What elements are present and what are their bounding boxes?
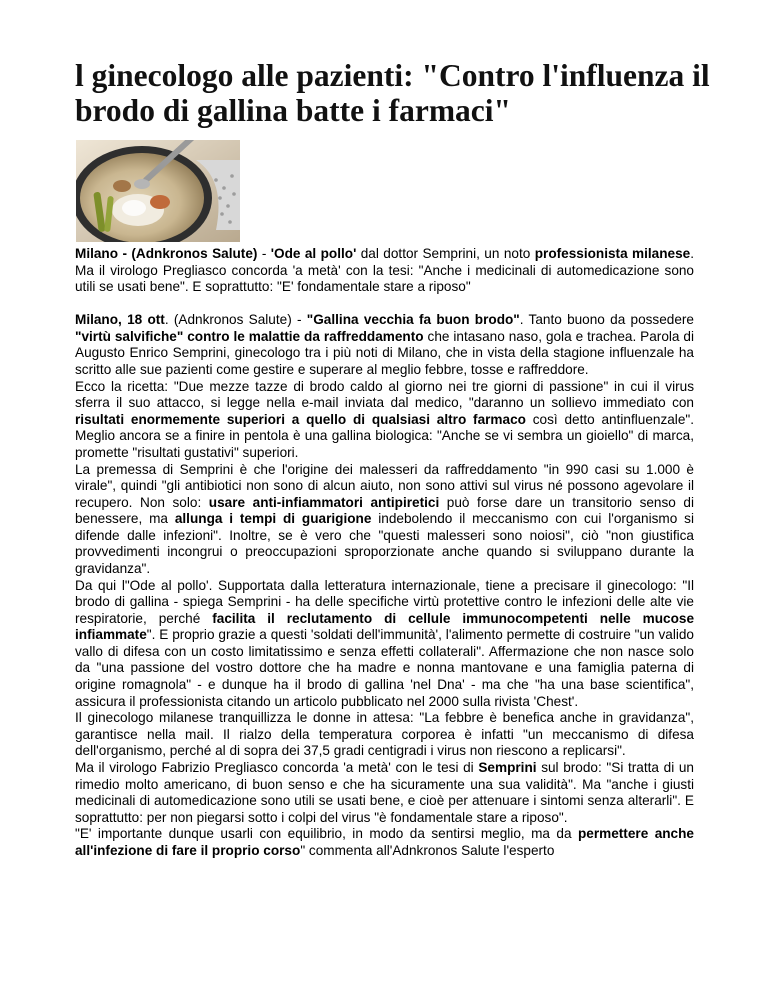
dateline: Milano - (Adnkronos Salute) [75, 246, 258, 261]
paragraph-7: "E' importante dunque usarli con equilibrio, in modo da sentirsi meglio, ma da permettere anche all'infezione di fare il proprio corso" commenta all'Adnkronos Salute l'esperto [75, 826, 694, 858]
paragraph-2: Ecco la ricetta: "Due mezze tazze di brodo caldo al giorno nei tre giorni di passione" in cui il virus sferra il suo attacco, si legge nella e-mail inviata dal medico, "daranno un sollievo immediato con risultati enormemente superiori a quello di qualsiasi altro farmaco così detto antinfluenzale". Meglio ancora se a finire in pentola è una gallina biologica: "Anche se vi sembra un gioiello" di marca, promette "risultati gustativi" superiori. [75, 378, 694, 460]
lead-paragraph: Milano - (Adnkronos Salute) - 'Ode al pollo' dal dottor Semprini, un noto professionista milanese. Ma il virologo Pregliasco concorda 'a metà' con la tesi: "Anche i medicinali di automedicazione sono utili se usati bene". E soprattutto: "E' fondamentale stare a riposo" [75, 246, 695, 295]
paragraph-1: Milano, 18 ott. (Adnkronos Salute) - "Gallina vecchia fa buon brodo". Tanto buono da possedere "virtù salvifiche" contro le malattie da raffreddamento che intasano naso, gola e trachea. Parola di Augusto Enrico Semprini, ginecologo tra i più noti di Milano, che in vista della stagione influenzale ha scritto alle sue pazienti come gestire e superare al meglio febbre, tosse e raffreddore. [75, 312, 694, 378]
paragraph-5: Il ginecologo milanese tranquillizza le donne in attesa: "La febbre è benefica anche in gravidanza", garantisce nella mail. Il rialzo della temperatura corporea è infatti "un meccanismo di difesa dell'organismo, perché al di sopra dei 37,5 gradi centigradi i virus non riescono a replicarsi". [75, 710, 694, 759]
article-title: l ginecologo alle pazienti: "Contro l'influenza il brodo di gallina batte i farmaci" [75, 58, 710, 128]
paragraph-6: Ma il virologo Fabrizio Pregliasco concorda 'a metà' con le tesi di Semprini sul brodo: "Si tratta di un rimedio molto americano, di buon senso e che ha sicuramente una sua validità". Ma "anche i giusti medicinali di automedicazione sono utili se usati bene, e cioè per attenuare i sintomi senza alterarli". E soprattutto: per non piegarsi sotto i colpi del virus "è fondamentale stare a riposo". [75, 759, 694, 825]
article-photo [76, 140, 240, 242]
paragraph-4: Da qui l"Ode al pollo'. Supportata dalla letteratura internazionale, tiene a precisare il ginecologo: "Il brodo di gallina - spiega Semprini - ha delle specifiche virtù protettive contro le infezioni delle alte vie respiratorie, perché facilita il reclutamento di cellule immunocompetenti nelle mucose infiammate". E proprio grazie a questi 'soldati dell'immunità', l'alimento permette di costruire "un valido vallo di difesa con un costo limitatissimo e senza effetti collaterali". Affermazione che non nasce solo da "una passione del vostro dottore che ha madre e nonna mantovane e una famiglia paterna di origine romagnola" - e dunque ha il brodo di gallina 'nel Dna' - ma che "ha una base scientifica", assicura il professionista citando un articolo pubblicato nel 2000 sulla rivista 'Chest'. [75, 577, 694, 709]
paragraph-3: La premessa di Semprini è che l'origine dei malesseri da raffreddamento "in 990 casi su 1.000 è virale", quindi "gli antibiotici non sono di alcun aiuto, non sono attivi sul virus né possono agevolare il recupero. Non solo: usare anti-infiammatori antipiretici può forse dare un transitorio senso di benessere, ma allunga i tempi di guarigione indebolendo il meccanismo con cui l'organismo si difende dalle infezioni". Inoltre, se è vero che "questi malesseri sono noiosi", ciò "non giustifica provvedimenti incongrui o preoccupazioni sproporzionate anche quando si sviluppano durante la gravidanza". [75, 461, 694, 576]
article-body [75, 246, 694, 859]
chicken-broth-pot-image [76, 140, 240, 242]
